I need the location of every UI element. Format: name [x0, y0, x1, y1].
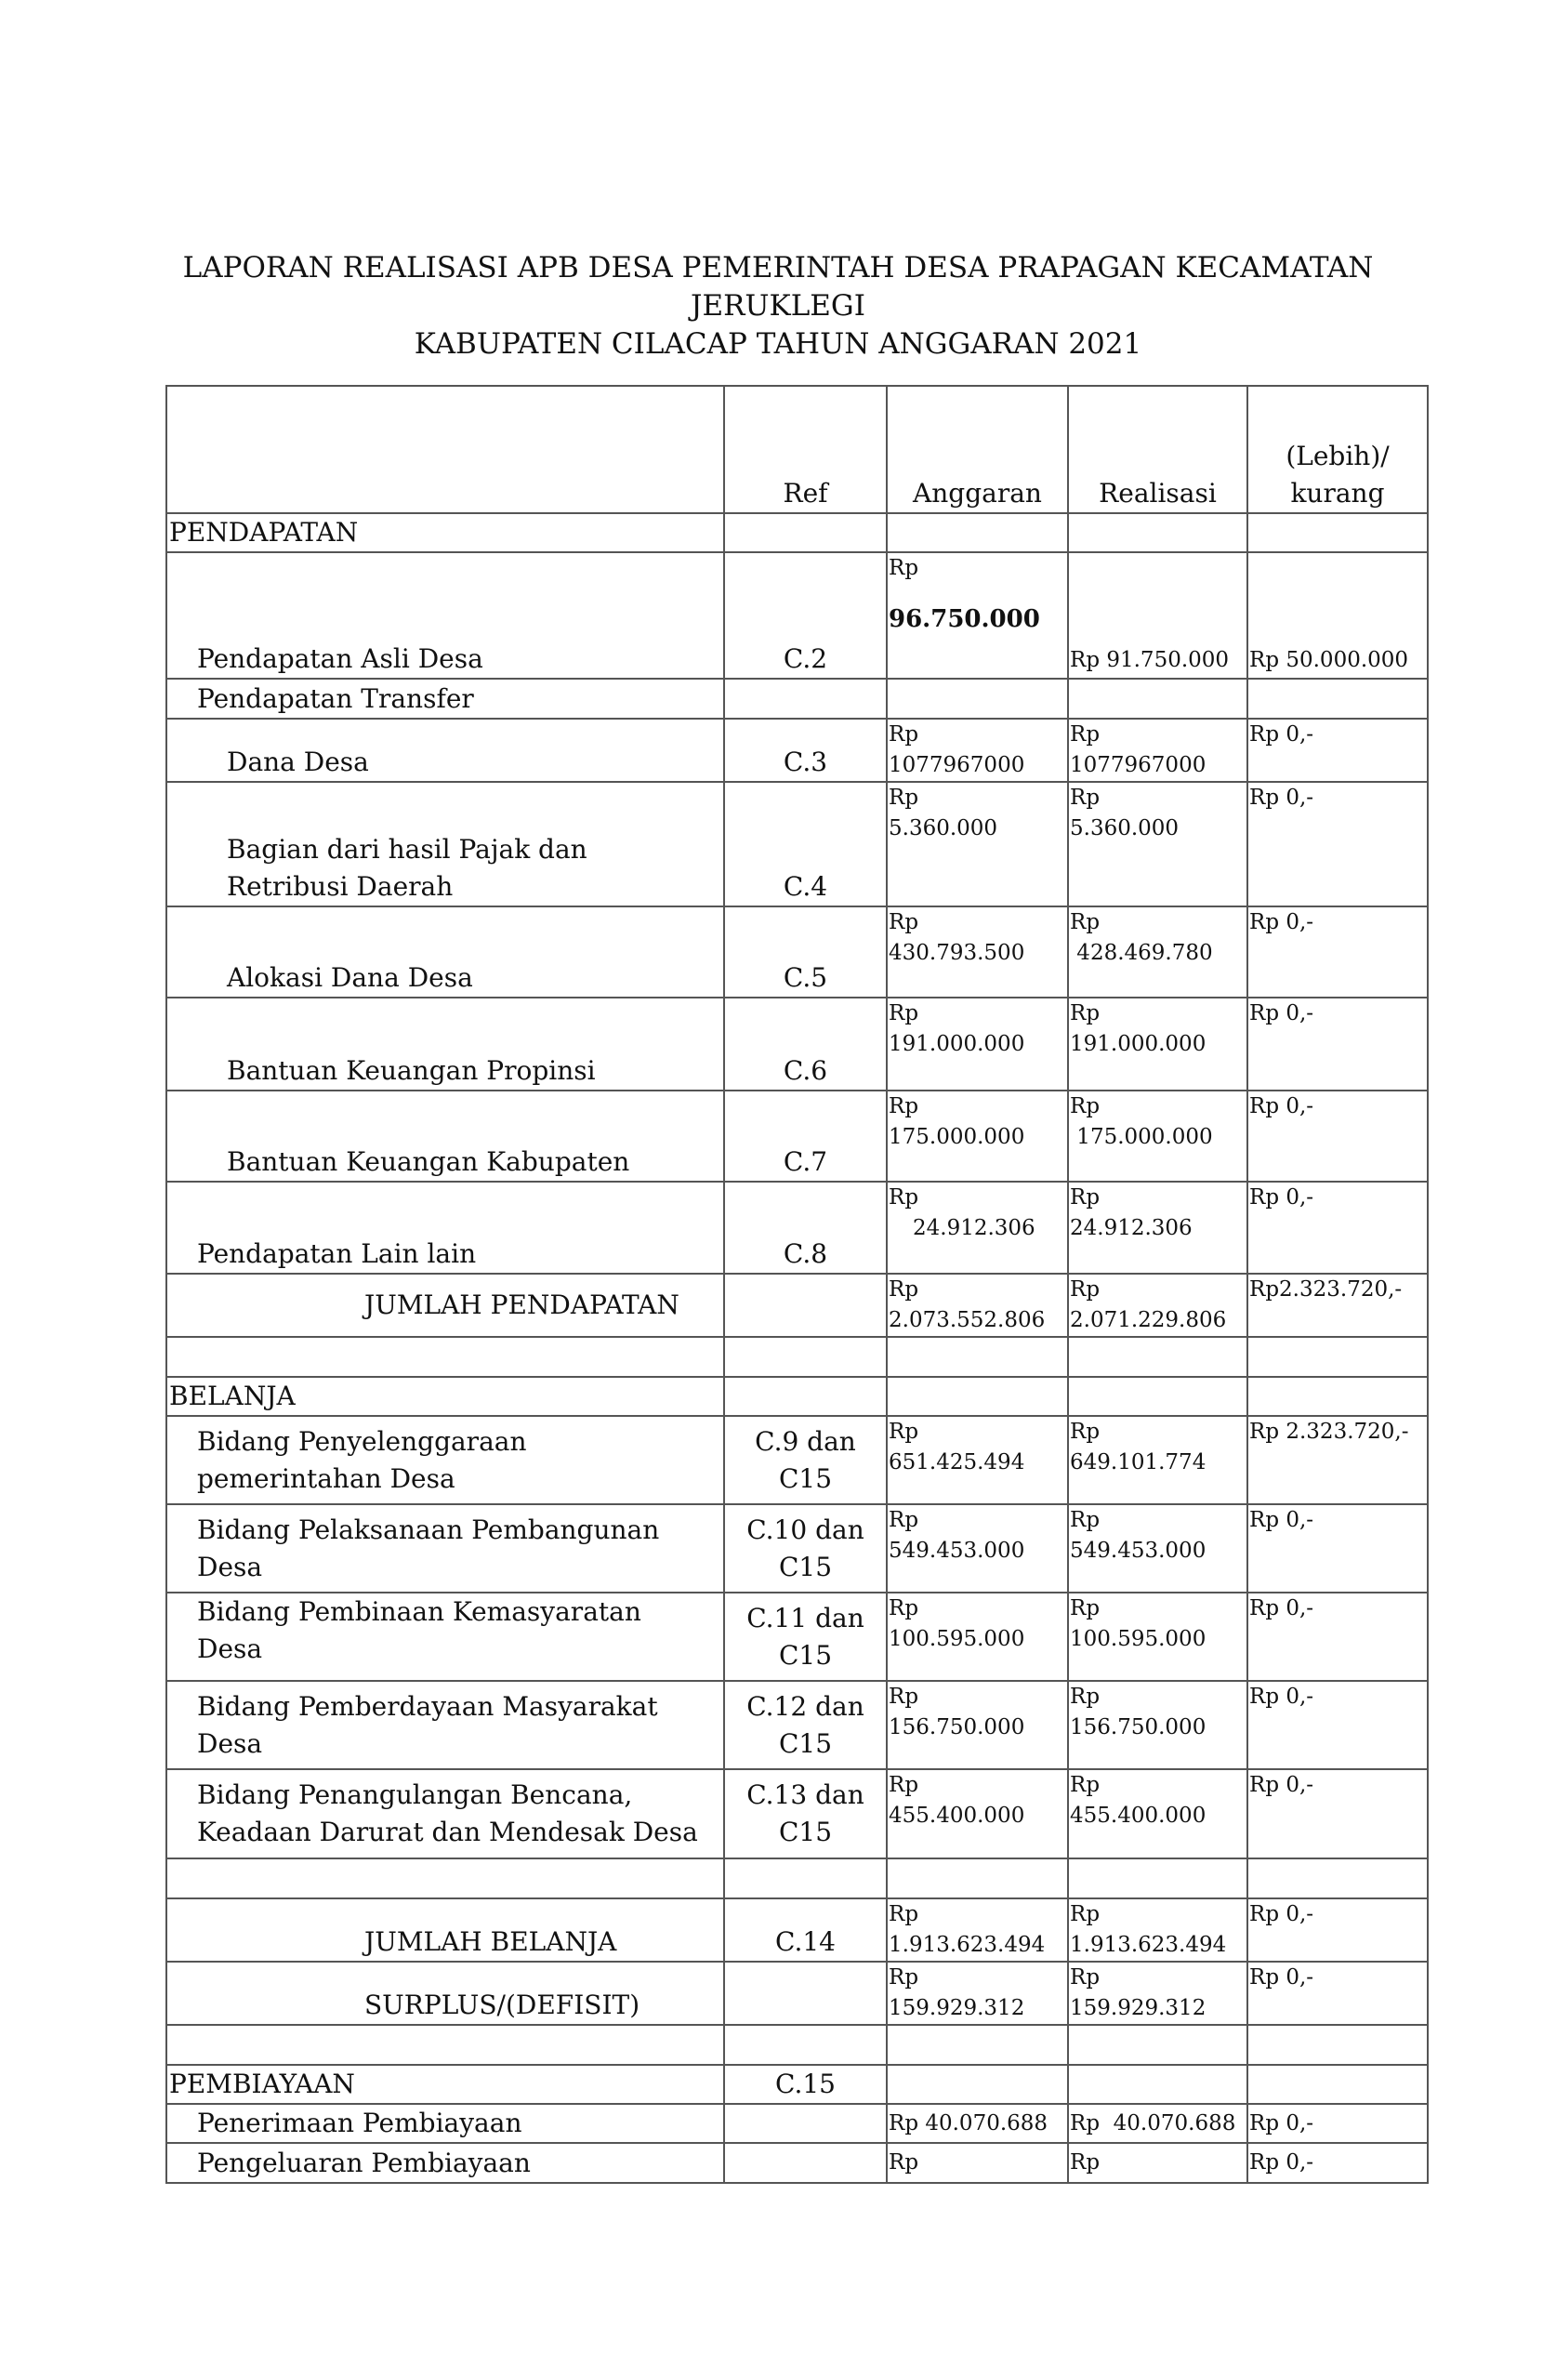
- row-selisih: Rp 0,-: [1247, 1898, 1428, 1962]
- currency-label: Rp: [889, 556, 919, 580]
- amount: 1.913.623.494: [889, 1933, 1046, 1957]
- row-selisih: Rp 0,-: [1247, 1091, 1428, 1182]
- row-anggaran: [887, 998, 1068, 1091]
- row-ref: C.5: [724, 906, 887, 998]
- amount: 430.793.500: [889, 941, 1025, 965]
- row-label: Bantuan Keuangan Kabupaten: [166, 1091, 724, 1182]
- ref-line1: C.9 dan: [755, 1425, 856, 1457]
- table-row: [166, 1416, 1428, 1504]
- title-line-2: JERUKLEGI: [691, 289, 865, 323]
- currency-label: Rp: [889, 1902, 919, 1926]
- amount: 156.750.000: [889, 1715, 1025, 1739]
- document-title: [0, 249, 1556, 364]
- row-selisih: Rp 0,-: [1247, 1593, 1428, 1681]
- row-label: [166, 1416, 724, 1504]
- row-anggaran: [887, 1962, 1068, 2025]
- title-line-3: KABUPATEN CILACAP TAHUN ANGGARAN 2021: [414, 327, 1142, 361]
- table-row: [166, 1091, 1428, 1182]
- amount: 1.913.623.494: [1070, 1933, 1227, 1957]
- total-row-belanja: [166, 1898, 1428, 1962]
- row-ref: [724, 1416, 887, 1504]
- table-row: [166, 1182, 1428, 1274]
- amount: 5.360.000: [1070, 816, 1180, 840]
- currency-label: Rp: [1070, 1685, 1101, 1709]
- row-realisasi: [1068, 1593, 1247, 1681]
- row-realisasi: [1068, 1962, 1247, 2025]
- row-label-line2: Desa: [197, 1727, 263, 1759]
- header-lebih-kurang-line2: kurang: [1290, 478, 1385, 509]
- row-selisih: Rp2.323.720,-: [1247, 1274, 1428, 1337]
- row-anggaran: [887, 906, 1068, 998]
- row-label: Bantuan Keuangan Propinsi: [166, 998, 724, 1091]
- currency-label: Rp: [889, 722, 919, 747]
- row-label: Dana Desa: [166, 719, 724, 782]
- row-anggaran: [887, 1769, 1068, 1858]
- row-label: Alokasi Dana Desa: [166, 906, 724, 998]
- row-ref: [724, 1504, 887, 1593]
- row-anggaran: [887, 1091, 1068, 1182]
- empty-row: [166, 1858, 1428, 1898]
- row-selisih: Rp 0,-: [1247, 2104, 1428, 2143]
- row-label: [166, 1769, 724, 1858]
- row-label-line1: Bidang Penyelenggaraan: [197, 1425, 527, 1457]
- row-anggaran: [887, 1898, 1068, 1962]
- apbdes-realization-table: [165, 385, 1429, 2184]
- row-label-line1: Bidang Pemberdayaan Masyarakat: [197, 1690, 658, 1722]
- amount: 191.000.000: [1070, 1032, 1207, 1056]
- section-label: PEMBIAYAAN: [166, 2065, 724, 2104]
- section-row-belanja: [166, 1377, 1428, 1416]
- table-row: [166, 1504, 1428, 1593]
- ref-line2: C15: [778, 1551, 833, 1582]
- amount: 428.469.780: [1070, 941, 1213, 965]
- currency-label: Rp: [1070, 1420, 1101, 1444]
- amount: 96.750.000: [889, 605, 1040, 633]
- currency-label: Rp: [1070, 1001, 1101, 1025]
- currency-label: Rp: [889, 1185, 919, 1210]
- currency-label: Rp: [1070, 910, 1101, 934]
- table-row: [166, 719, 1428, 782]
- amount: 24.912.306: [1070, 1216, 1193, 1240]
- amount: 2.073.552.806: [889, 1308, 1046, 1332]
- row-realisasi: [1068, 906, 1247, 998]
- row-ref: C.4: [724, 782, 887, 906]
- currency-label: Rp: [889, 910, 919, 934]
- amount: 549.453.000: [1070, 1539, 1207, 1563]
- amount: 549.453.000: [889, 1539, 1025, 1563]
- ref-line2: C15: [778, 1817, 833, 1847]
- row-ref: C.7: [724, 1091, 887, 1182]
- currency-label: Rp: [889, 1277, 919, 1302]
- row-ref: C.14: [724, 1898, 887, 1962]
- row-anggaran: [887, 1504, 1068, 1593]
- row-realisasi: Rp 91.750.000: [1068, 552, 1247, 679]
- table-row: [166, 679, 1428, 719]
- row-realisasi: [1068, 998, 1247, 1091]
- amount: 175.000.000: [889, 1125, 1025, 1149]
- row-realisasi: [1068, 782, 1247, 906]
- row-label-line1: Bidang Pembinaan Kemasyaratan: [197, 1596, 641, 1627]
- amount: 2.071.229.806: [1070, 1308, 1227, 1332]
- empty-row: [166, 2025, 1428, 2065]
- amount: 156.750.000: [1070, 1715, 1207, 1739]
- row-label: Pendapatan Asli Desa: [166, 552, 724, 679]
- row-ref: C.2: [724, 552, 887, 679]
- header-realisasi: Realisasi: [1068, 386, 1247, 513]
- table-row: [166, 906, 1428, 998]
- table-row: [166, 782, 1428, 906]
- amount: 455.400.000: [1070, 1804, 1207, 1828]
- ref-line2: C15: [778, 1727, 833, 1759]
- row-ref: C.6: [724, 998, 887, 1091]
- row-label: [166, 1504, 724, 1593]
- row-label-line2: pemerintahan Desa: [197, 1462, 455, 1494]
- row-selisih: Rp 0,-: [1247, 998, 1428, 1091]
- row-realisasi: [1068, 1182, 1247, 1274]
- amount: 175.000.000: [1070, 1125, 1213, 1149]
- row-realisasi: [1068, 719, 1247, 782]
- amount: 651.425.494: [889, 1450, 1025, 1474]
- ref-line1: C.11 dan: [746, 1602, 864, 1633]
- row-selisih: Rp 0,-: [1247, 1769, 1428, 1858]
- currency-label: Rp: [1070, 1094, 1101, 1118]
- row-realisasi: [1068, 1898, 1247, 1962]
- currency-label: Rp: [889, 786, 919, 810]
- amount: 1077967000: [889, 753, 1025, 777]
- ref-line2: C15: [778, 1639, 833, 1671]
- row-label: [166, 782, 724, 906]
- row-label-line2: Keadaan Darurat dan Mendesak Desa: [197, 1817, 698, 1847]
- row-anggaran: [887, 1416, 1068, 1504]
- row-selisih: Rp 0,-: [1247, 1182, 1428, 1274]
- amount: 455.400.000: [889, 1804, 1025, 1828]
- section-row-pembiayaan: [166, 2065, 1428, 2104]
- row-anggaran: [887, 782, 1068, 906]
- row-label: [166, 1593, 724, 1681]
- table-row: [166, 1593, 1428, 1681]
- currency-label: Rp: [889, 1420, 919, 1444]
- ref-line2: C15: [778, 1462, 833, 1494]
- row-anggaran: [887, 1274, 1068, 1337]
- currency-label: Rp: [889, 1596, 919, 1620]
- row-label: JUMLAH PENDAPATAN: [166, 1274, 724, 1337]
- row-selisih: Rp 50.000.000: [1247, 552, 1428, 679]
- header-description: [166, 386, 724, 513]
- currency-label: Rp: [1070, 1902, 1101, 1926]
- row-ref: [724, 1593, 887, 1681]
- header-anggaran: Anggaran: [887, 386, 1068, 513]
- row-selisih: Rp 0,-: [1247, 719, 1428, 782]
- ref-line1: C.10 dan: [746, 1514, 864, 1545]
- row-ref: [724, 1769, 887, 1858]
- row-realisasi: [1068, 1274, 1247, 1337]
- row-ref: C.15: [724, 2065, 887, 2104]
- currency-label: Rp: [889, 1094, 919, 1118]
- currency-label: Rp: [1070, 1508, 1101, 1532]
- table-row: [166, 2104, 1428, 2143]
- row-ref: [724, 1962, 887, 2025]
- empty-row: [166, 1337, 1428, 1377]
- row-realisasi: [1068, 1091, 1247, 1182]
- row-label: Pendapatan Lain lain: [166, 1182, 724, 1274]
- amount: 100.595.000: [889, 1627, 1025, 1651]
- row-label: SURPLUS/(DEFISIT): [166, 1962, 724, 2025]
- section-label: PENDAPATAN: [166, 513, 724, 552]
- row-label: Penerimaan Pembiayaan: [166, 2104, 724, 2143]
- row-realisasi: Rp 40.070.688: [1068, 2104, 1247, 2143]
- row-label-line2: Retribusi Daerah: [227, 871, 454, 902]
- amount: 649.101.774: [1070, 1450, 1207, 1474]
- total-row-pendapatan: [166, 1274, 1428, 1337]
- currency-label: Rp: [1070, 1596, 1101, 1620]
- header-lebih-kurang: [1247, 386, 1428, 513]
- table-row: [166, 552, 1428, 679]
- row-ref: [724, 1274, 887, 1337]
- section-label: BELANJA: [166, 1377, 724, 1416]
- row-label-line1: Bidang Penangulangan Bencana,: [197, 1779, 633, 1810]
- row-ref: C.8: [724, 1182, 887, 1274]
- table-row: [166, 2143, 1428, 2183]
- row-label: [166, 1681, 724, 1769]
- row-anggaran: Rp 40.070.688: [887, 2104, 1068, 2143]
- row-anggaran: [887, 719, 1068, 782]
- currency-label: Rp: [889, 1965, 919, 1990]
- amount: 191.000.000: [889, 1032, 1025, 1056]
- amount: 159.929.312: [1070, 1996, 1207, 2020]
- currency-label: Rp: [1070, 1277, 1101, 1302]
- row-selisih: Rp 0,-: [1247, 1962, 1428, 2025]
- row-realisasi: [1068, 1504, 1247, 1593]
- row-anggaran: [887, 1182, 1068, 1274]
- header-lebih-kurang-line1: (Lebih)/: [1286, 441, 1390, 471]
- title-line-1: LAPORAN REALISASI APB DESA PEMERINTAH DESA PRAPAGAN KECAMATAN: [182, 251, 1374, 284]
- amount: 100.595.000: [1070, 1627, 1207, 1651]
- currency-label: Rp: [1070, 786, 1101, 810]
- row-label: JUMLAH BELANJA: [166, 1898, 724, 1962]
- row-realisasi: [1068, 1681, 1247, 1769]
- currency-label: Rp: [889, 1685, 919, 1709]
- table-row: [166, 1769, 1428, 1858]
- row-anggaran: Rp: [887, 2143, 1068, 2183]
- row-label-line2: Desa: [197, 1633, 263, 1664]
- surplus-defisit-row: [166, 1962, 1428, 2025]
- row-realisasi: Rp: [1068, 2143, 1247, 2183]
- section-row-pendapatan: [166, 513, 1428, 552]
- table-row: [166, 998, 1428, 1091]
- currency-label: Rp: [1070, 1185, 1101, 1210]
- header-ref: Ref: [724, 386, 887, 513]
- row-selisih: Rp 0,-: [1247, 1504, 1428, 1593]
- row-realisasi: [1068, 1416, 1247, 1504]
- row-selisih: Rp 0,-: [1247, 782, 1428, 906]
- currency-label: Rp: [889, 1508, 919, 1532]
- currency-label: Rp: [1070, 722, 1101, 747]
- row-label-line1: Bidang Pelaksanaan Pembangunan: [197, 1514, 660, 1545]
- table-header-row: [166, 386, 1428, 513]
- amount: 1077967000: [1070, 753, 1207, 777]
- row-selisih: Rp 0,-: [1247, 906, 1428, 998]
- row-realisasi: [1068, 1769, 1247, 1858]
- row-label-line2: Desa: [197, 1551, 263, 1582]
- currency-label: Rp: [889, 1773, 919, 1797]
- amount: 5.360.000: [889, 816, 998, 840]
- row-anggaran: [887, 1593, 1068, 1681]
- row-selisih: Rp 0,-: [1247, 1681, 1428, 1769]
- row-anggaran: [887, 552, 1068, 679]
- row-label: Pengeluaran Pembiayaan: [166, 2143, 724, 2183]
- ref-line1: C.12 dan: [746, 1690, 864, 1722]
- currency-label: Rp: [1070, 1965, 1101, 1990]
- ref-line1: C.13 dan: [746, 1779, 864, 1810]
- table-row: [166, 1681, 1428, 1769]
- currency-label: Rp: [889, 1001, 919, 1025]
- row-selisih: Rp 0,-: [1247, 2143, 1428, 2183]
- currency-label: Rp: [1070, 1773, 1101, 1797]
- row-ref: C.3: [724, 719, 887, 782]
- amount: 24.912.306: [913, 1216, 1035, 1240]
- row-label-line1: Bagian dari hasil Pajak dan: [227, 834, 587, 865]
- amount: 159.929.312: [889, 1996, 1025, 2020]
- row-anggaran: [887, 1681, 1068, 1769]
- row-selisih: Rp 2.323.720,-: [1247, 1416, 1428, 1504]
- row-ref: [724, 1681, 887, 1769]
- row-label: Pendapatan Transfer: [166, 679, 724, 719]
